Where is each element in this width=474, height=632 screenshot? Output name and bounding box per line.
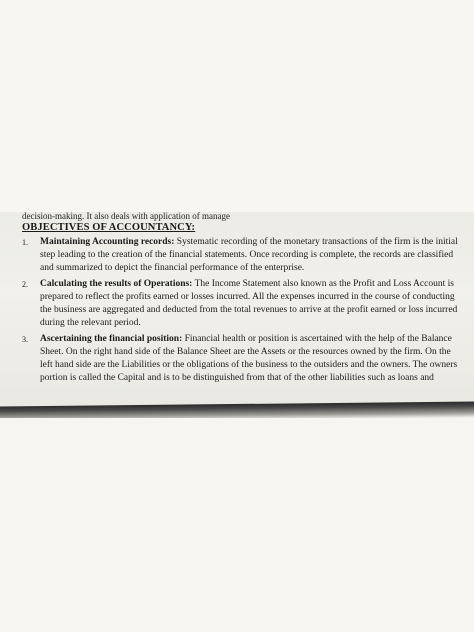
- item-body: [40, 236, 474, 275]
- document-page: [0, 212, 474, 412]
- list-item: [0, 278, 474, 330]
- item-text: and summarized to depict the financial performance of the enterprise.: [40, 263, 305, 273]
- section-heading: OBJECTIVES OF ACCOUNTANCY:: [22, 222, 196, 233]
- item-text: the business are aggregated and deducted from the total revenues to arrive at the profit earned or loss incurred: [40, 305, 458, 315]
- item-text: portion is called the Capital and is to be distinguished from that of the other liabilities such as loans and: [40, 373, 434, 383]
- item-text: left hand side are the Liabilities or the obligations of the business to the outsiders and the owners. The owners: [40, 360, 458, 370]
- cut-off-text: decision-making. It also deals with application of manage: [22, 212, 230, 221]
- item-text: The Income Statement also known as the Profit and Loss Account is: [192, 279, 454, 289]
- item-title: Calculating the results of Operations:: [40, 279, 193, 289]
- item-number: 1.: [22, 238, 28, 247]
- item-first-line: [40, 278, 474, 291]
- objectives-list: [0, 236, 474, 388]
- list-item: [0, 333, 474, 385]
- item-title: Maintaining Accounting records:: [40, 237, 175, 247]
- blank-area-bottom: [0, 418, 474, 632]
- item-text: step leading to the creation of the financial statements. Once recording is complete, the records are classified: [40, 250, 454, 260]
- item-first-line: [40, 333, 474, 346]
- list-item: [0, 236, 474, 275]
- item-text: Sheet. On the right hand side of the Balance Sheet are the Assets or the resources owned by the firm. On the: [40, 347, 451, 357]
- item-number: 3.: [22, 335, 28, 344]
- item-body: [40, 333, 474, 385]
- blank-area-top: [0, 0, 474, 212]
- item-text: during the relevant period.: [40, 318, 141, 328]
- item-number: 2.: [22, 280, 28, 289]
- item-first-line: [40, 236, 474, 249]
- item-title: Ascertaining the financial position:: [40, 334, 183, 344]
- item-text: Systematic recording of the monetary transactions of the firm is the initial: [174, 237, 458, 247]
- item-body: [40, 278, 474, 330]
- item-text: prepared to reflect the profits earned or losses incurred. All the expenses incurred in the course of conducting: [40, 292, 455, 302]
- item-text: Financial health or position is ascertained with the help of the Balance: [182, 334, 452, 344]
